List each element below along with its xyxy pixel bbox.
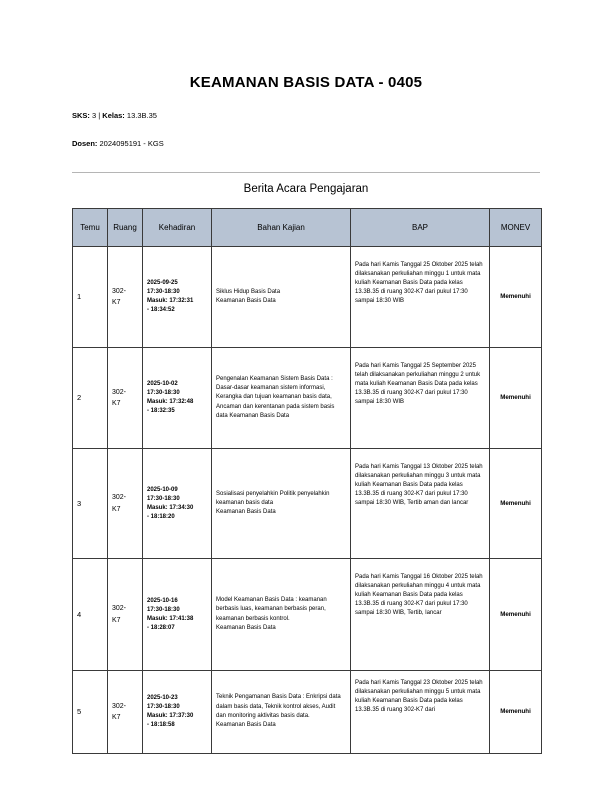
table-header-row xyxy=(73,209,542,247)
col-header-kehadiran: Kehadiran xyxy=(143,209,212,247)
temu-cell: 4 xyxy=(73,559,108,671)
kelas-value: 13.3B.35 xyxy=(124,111,157,120)
bap-cell: Pada hari Kamis Tanggal 16 Oktober 2025 telah dilaksanakan perkuliahan minggu 4 untuk mata kuliah Keamanan Basis Data pada kelas 13.3B.35 di ruang 302-K7 dari pukul 17:30 sampai 18:30 WIB, Tertib, lancar xyxy=(351,559,490,671)
monev-cell: Memenuhi xyxy=(490,559,542,671)
temu-cell: 5 xyxy=(73,671,108,754)
table-row xyxy=(73,348,542,449)
bahan-kajian-cell: Siklus Hidup Basis Data Keamanan Basis Data xyxy=(212,247,351,348)
table-row xyxy=(73,559,542,671)
table-row xyxy=(73,449,542,559)
monev-cell: Memenuhi xyxy=(490,247,542,348)
kehadiran-cell: 2025-10-23 17:30-18:30 Masuk: 17:37:30 - 18:18:58 xyxy=(143,671,212,754)
sks-kelas-line xyxy=(72,111,157,120)
dosen-line xyxy=(72,139,164,148)
temu-cell: 3 xyxy=(73,449,108,559)
bap-table xyxy=(72,208,542,754)
bahan-kajian-cell: Teknik Pengamanan Basis Data : Enkripsi data dalam basis data, Teknik kontrol akses, Audit dan monitoring aktivitas basis data. Keamanan Basis Data xyxy=(212,671,351,754)
bap-cell: Pada hari Kamis Tanggal 25 Oktober 2025 telah dilaksanakan perkuliahan minggu 1 untuk mata kuliah Keamanan Basis Data pada kelas 13.3B.35 di ruang 302-K7 dari pukul 17:30 sampai 18:30 WIB xyxy=(351,247,490,348)
sks-label: SKS: xyxy=(72,111,90,120)
bahan-kajian-cell: Sosialisasi penyelahkin Politik penyelahkin keamanan basis data Keamanan Basis Data xyxy=(212,449,351,559)
divider xyxy=(72,172,540,173)
bahan-kajian-cell: Model Keamanan Basis Data : keamanan berbasis luas, keamanan berbasis peran, keamanan berbasis kontrol. Keamanan Basis Data xyxy=(212,559,351,671)
table-row xyxy=(73,671,542,754)
monev-cell: Memenuhi xyxy=(490,348,542,449)
monev-cell: Memenuhi xyxy=(490,449,542,559)
col-header-monev: MONEV xyxy=(490,209,542,247)
col-header-bahan-kajian: Bahan Kajian xyxy=(212,209,351,247)
ruang-cell: 302- K7 xyxy=(108,559,143,671)
bap-cell: Pada hari Kamis Tanggal 23 Oktober 2025 telah dilaksanakan perkuliahan minggu 5 untuk mata kuliah Keamanan Basis Data pada kelas 13.3B.35 di ruang 302-K7 dari xyxy=(351,671,490,754)
temu-cell: 2 xyxy=(73,348,108,449)
bap-cell: Pada hari Kamis Tanggal 13 Oktober 2025 telah dilaksanakan perkuliahan minggu 3 untuk mata kuliah Keamanan Basis Data pada kelas 13.3B.35 di ruang 302-K7 dari pukul 17:30 sampai 18:30 WIB, Tertib aman dan lancar xyxy=(351,449,490,559)
ruang-cell: 302- K7 xyxy=(108,247,143,348)
col-header-ruang: Ruang xyxy=(108,209,143,247)
col-header-bap: BAP xyxy=(351,209,490,247)
dosen-label: Dosen: xyxy=(72,139,98,148)
ruang-cell: 302- K7 xyxy=(108,449,143,559)
kehadiran-cell: 2025-10-02 17:30-18:30 Masuk: 17:32:48 - 18:32:35 xyxy=(143,348,212,449)
dosen-value: 2024095191 - KGS xyxy=(97,139,164,148)
section-title: Berita Acara Pengajaran xyxy=(243,183,369,195)
sks-value: 3 | xyxy=(89,111,103,120)
temu-cell: 1 xyxy=(73,247,108,348)
kelas-label: Kelas: xyxy=(102,111,125,120)
ruang-cell: 302- K7 xyxy=(108,671,143,754)
kehadiran-cell: 2025-09-25 17:30-18:30 Masuk: 17:32:31 - 18:34:52 xyxy=(143,247,212,348)
kehadiran-cell: 2025-10-09 17:30-18:30 Masuk: 17:34:30 - 18:18:20 xyxy=(143,449,212,559)
page-title: KEAMANAN BASIS DATA - 0405 xyxy=(189,74,423,91)
monev-cell: Memenuhi xyxy=(490,671,542,754)
kehadiran-cell: 2025-10-16 17:30-18:30 Masuk: 17:41:38 - 18:28:07 xyxy=(143,559,212,671)
bahan-kajian-cell: Pengenalan Keamanan Sistem Basis Data : Dasar-dasar keamanan sistem informasi, Kerangka dan tujuan keamanan basis data, Ancaman dan kerentanan pada sistem basis data Keamanan Basis Data xyxy=(212,348,351,449)
ruang-cell: 302- K7 xyxy=(108,348,143,449)
table-row xyxy=(73,247,542,348)
bap-cell: Pada hari Kamis Tanggal 25 September 2025 telah dilaksanakan perkuliahan minggu 2 untuk mata kuliah Keamanan Basis Data pada kelas 13.3B.35 di ruang 302-K7 dari pukul 17:30 sampai 18:30 WIB xyxy=(351,348,490,449)
col-header-temu: Temu xyxy=(73,209,108,247)
